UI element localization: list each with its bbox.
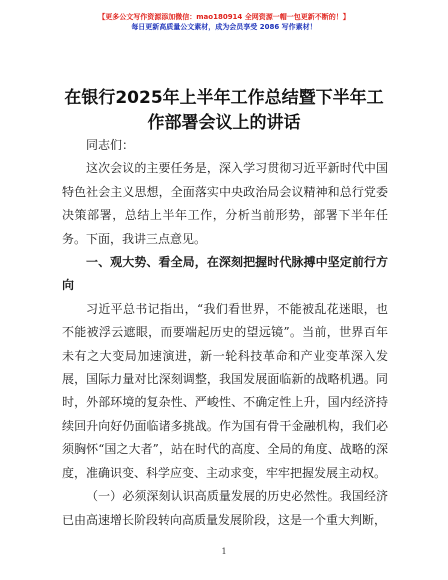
salutation: 同志们：: [86, 138, 135, 152]
promo-line-1: 【更多公文写作资源添加微信：mao180914 全网资源一帽一包更新不断的！】: [98, 13, 350, 21]
paragraph-intro: 这次会议的主要任务是，深入学习贯彻习近平新时代中国特色社会主义思想，全面落实中央政治局会议精神和总行党委决策部署，总结上半年工作，分析当前形势，部署下半年任务。下面，我讲三点意见。: [62, 161, 388, 246]
promo-banner: [0, 12, 448, 32]
paragraph-subsection-1: （一）必须深刻认识高质量发展的历史必然性。我国经济已由高速增长阶段转向高质量发展阶段，这是一个重大判断，: [62, 489, 388, 527]
promo-line-2: 每日更新高质量公文素材，成为会员享受 2086 写作素材！: [131, 23, 317, 31]
document-body: [62, 134, 388, 532]
section-heading-1: 一、观大势、看全局，在深刻把握时代脉搏中坚定前行方向: [62, 255, 388, 293]
paragraph-body: 习近平总书记指出，“我们看世界，不能被乱花迷眼，也不能被浮云遮眼，而要端起历史的望远镜”。当前，世界百年未有之大变局加速演进，新一轮科技革命和产业变革深入发展，国际力量对比深刻调整，我国发展面临新的战略机遇。同时，外部环境的复杂性、严峻性、不确定性上升，国内经济持续回升向好仍面临诸多挑战。作为国有骨干金融机构，我们必须胸怀“国之大者”，站在时代的高度、全局的角度、战略的深度，准确识变、科学应变、主动求变，牢牢把握发展主动权。: [62, 301, 388, 480]
page-number: 1: [221, 547, 227, 556]
document-title: 在银行2025年上半年工作总结暨下半年工作部署会议上的讲话: [64, 88, 384, 133]
